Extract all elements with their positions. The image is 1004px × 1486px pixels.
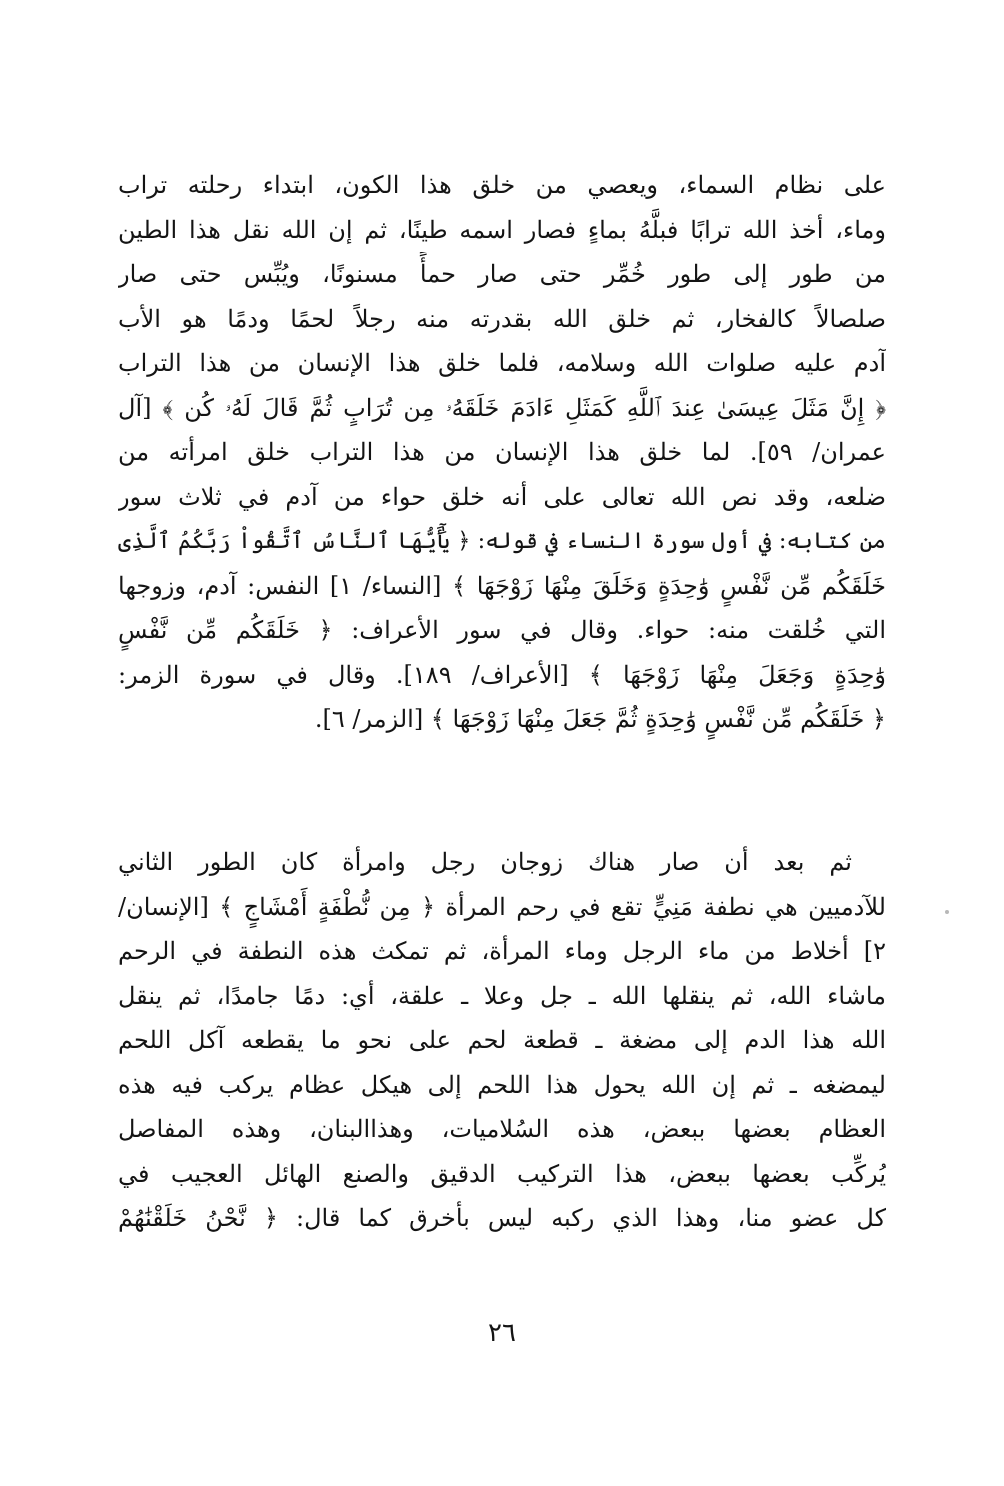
paragraph-stages-of-creation <box>118 840 886 1241</box>
quran-verse-line: كل عضو منا، وهذا الذي ركبه ليس بأخرق كما قال: ﴿ نَّحْنُ خَلَقْنَٰهُمْ <box>118 1204 886 1232</box>
margin-speck <box>945 910 949 914</box>
text-line: آدم عليه صلوات الله وسلامه، فلما خلق هذا الإنسان من هذا التراب <box>118 349 886 377</box>
quran-verse-line: خَلَقَكُم مِّن نَّفْسٍ وَٰحِدَةٍ وَخَلَقَ مِنْهَا زَوْجَهَا ﴾ [النساء/ ١] النفس: آدم، وزوجها <box>118 571 886 600</box>
text-line: ماشاء الله، ثم ينقلها الله ـ جل وعلا ـ علقة، أي: دمًا جامدًا، ثم ينقل <box>118 981 886 1010</box>
quran-verse-line: ﴿ خَلَقَكُم مِّن نَّفْسٍ وَٰحِدَةٍ ثُمَّ جَعَلَ مِنْهَا زَوْجَهَا ﴾ [الزمر/ ٦]. <box>314 705 886 733</box>
quran-verse-line: للآدميين هي نطفة مَنِيٍّ تقع في رحم المرأة ﴿ مِن نُّطْفَةٍ أَمْشَاجٍ ﴾ [الإنسان/ <box>118 892 886 921</box>
text-line: التي خُلقت منه: حواء. وقال في سور الأعراف: ﴿ خَلَقَكُم مِّن نَّفْسٍ <box>118 616 886 644</box>
text-line: ليمضغه ـ ثم إن الله يحول هذا اللحم إلى هيكل عظام يركب فيه هذه <box>118 1070 886 1099</box>
quran-verse-line: وَٰحِدَةٍ وَجَعَلَ مِنْهَا زَوْجَهَا ﴾ [الأعراف/ ١٨٩]. وقال في سورة الزمر: <box>118 660 886 689</box>
text-line: صلصالاً كالفخار، ثم خلق الله بقدرته منه رجلاً لحمًا ودمًا هو الأب <box>118 304 886 333</box>
text-line: من كتابه: في أول سورة النساء في قوله: ﴿ يَٰٓأَيُّهَا ٱلنَّاسُ ٱتَّقُواْ رَبَّكُمُ ٱلَّذِى <box>118 528 886 554</box>
text-line: ضلعه، وقد نص الله تعالى على أنه خلق حواء من آدم في ثلاث سور <box>118 482 886 511</box>
text-line: عمران/ ٥٩]. لما خلق هذا الإنسان من هذا التراب خلق امرأته من <box>118 438 886 466</box>
text-line: العظام بعضها ببعض، هذه السُلاميات، وهذاالبنان، وهذه المفاصل <box>118 1115 886 1143</box>
text-line: على نظام السماء، ويعصي من خلق هذا الكون، ابتداء رحلته تراب <box>118 171 886 199</box>
page-number: ٢٦ <box>488 1318 516 1348</box>
text-line: من طور إلى طور خُمِّر حتى صار حمأً مسنونًا، ويُبِّس حتى صار <box>118 260 886 288</box>
text-line: يُركِّب بعضها ببعض، هذا التركيب الدقيق والصنع الهائل العجيب في <box>118 1159 886 1188</box>
quran-verse-line: ﴿ إِنَّ مَثَلَ عِيسَىٰ عِندَ ٱللَّهِ كَمَثَلِ ءَادَمَ خَلَقَهُۥ مِن تُرَابٍ ثُمَّ قَالَ لَهُۥ كُن ﴾ [آل <box>118 393 886 422</box>
text-line: الله هذا الدم إلى مضغة ـ قطعة لحم على نحو ما يقطعه آكل اللحم <box>118 1026 886 1054</box>
text-line: ثم بعد أن صار هناك زوجان رجل وامرأة كان الطور الثاني <box>118 848 852 876</box>
text-line: ٢] أخلاط من ماء الرجل وماء المرأة، ثم تمكث هذه النطفة في الرحم <box>118 937 886 965</box>
paragraph-creation-of-adam <box>118 163 886 742</box>
text-line: وماء، أخذ الله ترابًا فبلَّهُ بماءٍ فصار اسمه طينًا، ثم إن الله نقل هذا الطين <box>118 215 886 244</box>
